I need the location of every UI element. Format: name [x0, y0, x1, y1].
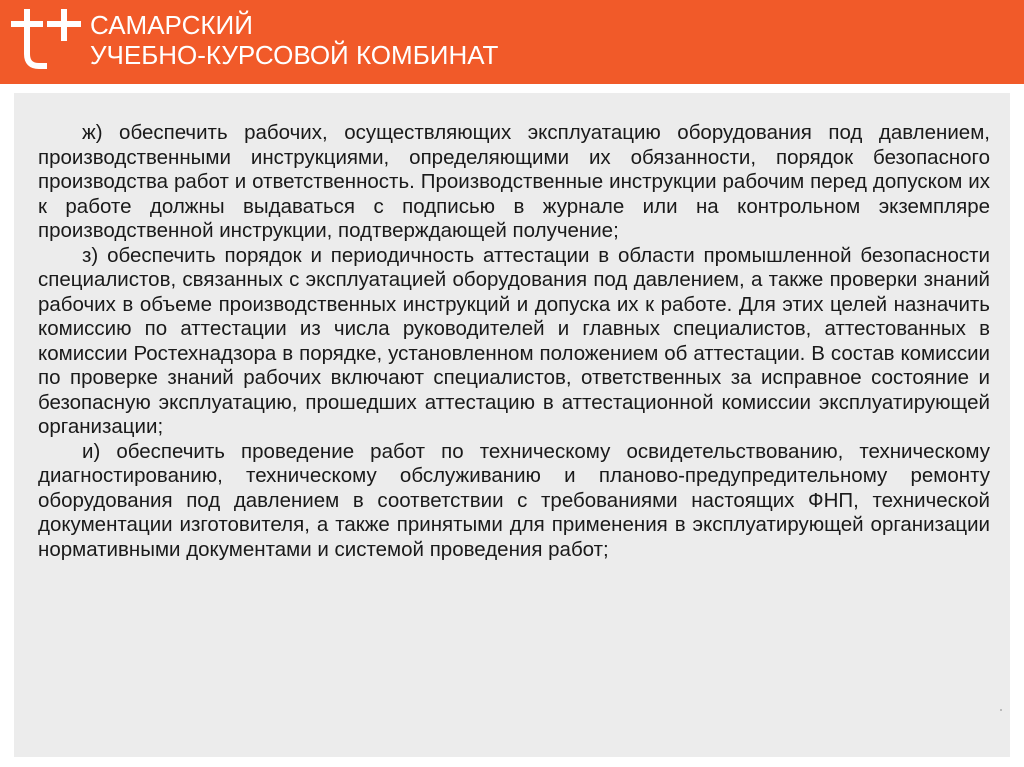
paragraph-i: и) обеспечить проведение работ по техническому освидетельствованию, техническому диагностированию, техническому обслуживанию и планово-предупредительному ремонту оборудования под давлением в соответствии с требованиями настоящих ФНП, технической документации изготовителя, а также принятыми для применения в эксплуатирующей организации нормативными документами и системой проведения работ; [38, 439, 990, 561]
document-text [38, 121, 990, 562]
company-name-line-2: УЧЕБНО-КУРСОВОЙ КОМБИНАТ [90, 40, 499, 70]
company-name-line-1: САМАРСКИЙ [90, 10, 253, 40]
corner-dot [1000, 709, 1002, 711]
paragraph-zh: ж) обеспечить рабочих, осуществляющих эксплуатацию оборудования под давлением, производственными инструкциями, определяющими их обязанности, порядок безопасного производства работ и ответственность. Производственные инструкции рабочим перед допуском их к работе должны выдаваться с подписью в журнале или на контрольном экземпляре производственной инструкции, подтверждающей получение; [38, 121, 990, 242]
company-name [90, 10, 498, 70]
t-plus-logo-icon [10, 6, 82, 78]
header-banner [0, 0, 1024, 84]
content-panel [14, 93, 1010, 757]
paragraph-z: з) обеспечить порядок и периодичность аттестации в области промышленной безопасности специалистов, связанных с эксплуатацией оборудования под давлением, а также проверки знаний рабочих в объеме производственных инструкций и допуска их к работе. Для этих целей назначить комиссию по аттестации из числа руководителей и главных специалистов, аттестованных в комиссии Ростехнадзора в порядке, установленном положением об аттестации. В состав комиссии по проверке знаний рабочих включают специалистов, ответственных за исправное состояние и безопасную эксплуатацию, прошедших аттестацию в аттестационной комиссии эксплуатирующей организации; [38, 243, 990, 438]
